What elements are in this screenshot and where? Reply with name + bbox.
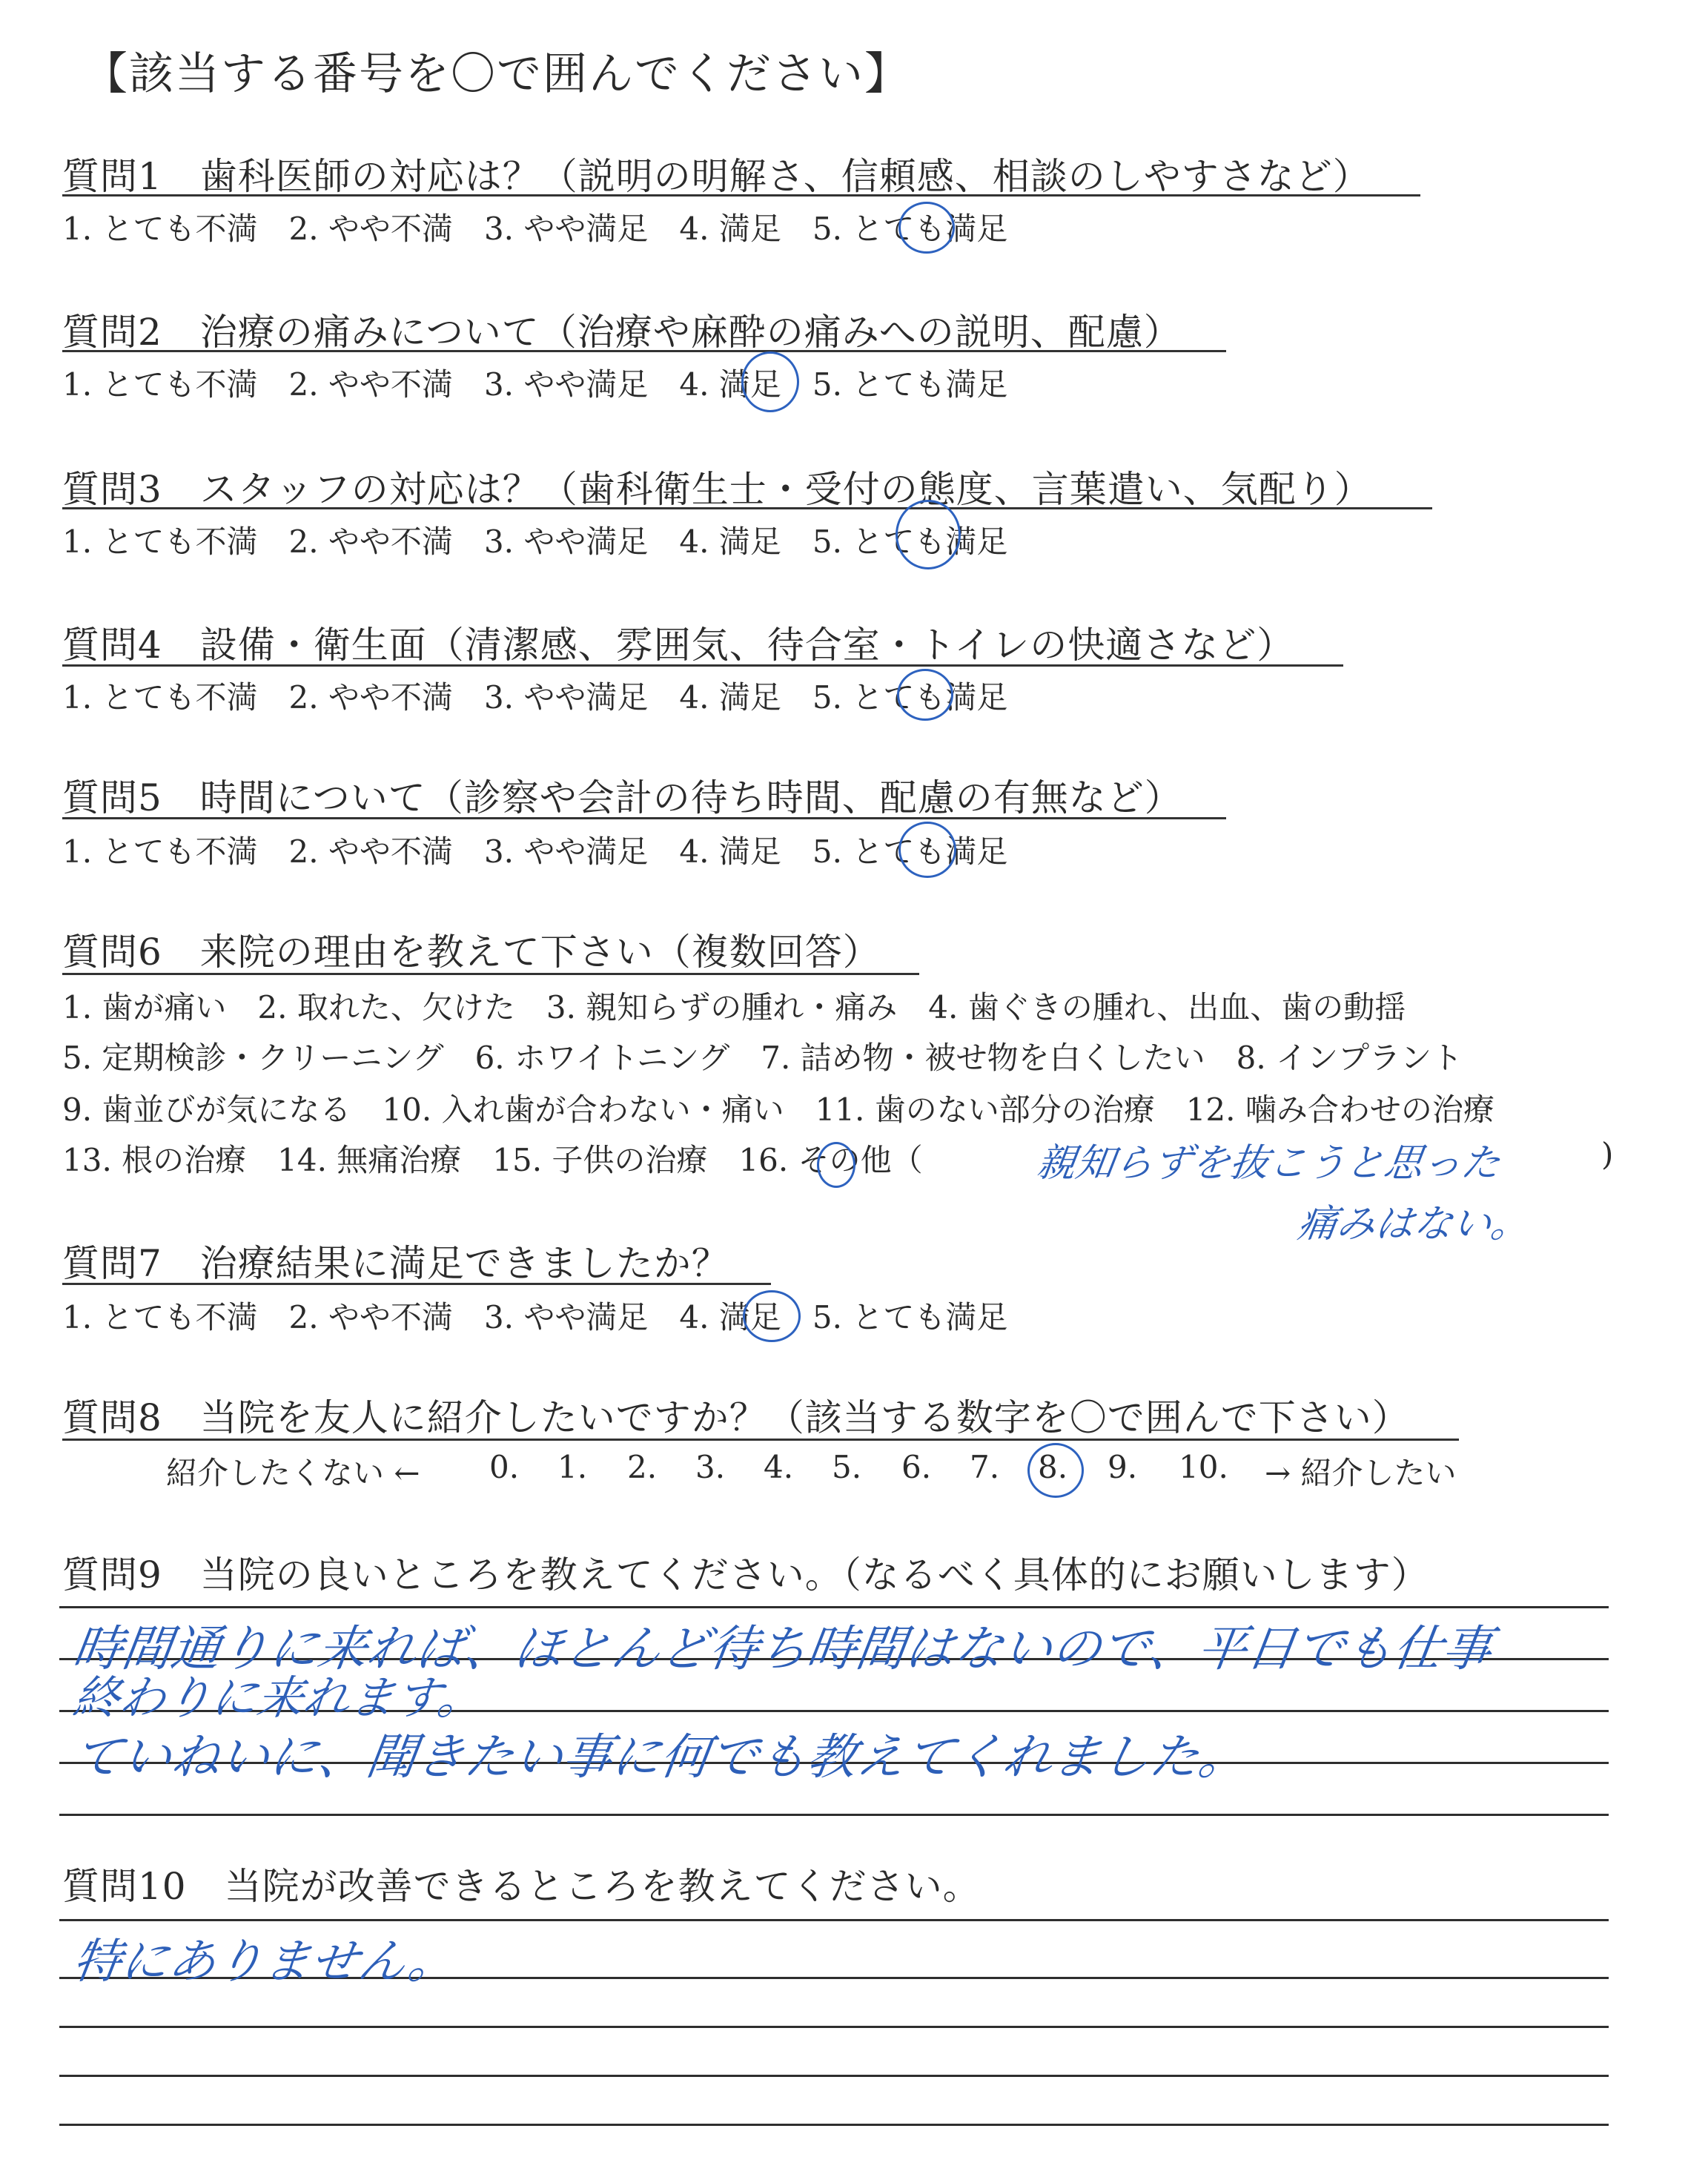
option-3-label[interactable]: やや満足 (523, 366, 649, 403)
answer-circle-q3 (896, 500, 961, 569)
question-9-heading: 質問9 当院の良いところを教えてください。（なるべく具体的にお願いします） (62, 1553, 1429, 1596)
option-2-num[interactable]: 2. (288, 1299, 319, 1335)
question-7-underline (62, 1283, 771, 1285)
answer-circle-q8 (1027, 1443, 1084, 1498)
option-1-label[interactable]: とても不満 (102, 679, 258, 716)
option-4-num[interactable]: 4. (679, 366, 709, 403)
q9-answer-line-1: 時間通りに来れば、ほとんど待ち時間はないので、平日でも仕事 (69, 1620, 1496, 1677)
q9-answer-line-2: 終わりに来れます。 (70, 1671, 488, 1725)
q8-num-4[interactable]: 4. (764, 1449, 794, 1485)
option-5-num[interactable]: 5. (812, 524, 842, 560)
option-5-label[interactable]: とても満足 (852, 833, 1008, 870)
answer-line (59, 2075, 1609, 2077)
option-3-num[interactable]: 3. (483, 833, 514, 870)
option-1-label[interactable]: とても不満 (102, 366, 258, 403)
q8-left-label: 紹介したくない ← (166, 1455, 420, 1491)
question-3-heading: 質問3 スタッフの対応は？（歯科衛生士・受付の態度、言葉遣い、気配り） (62, 468, 1372, 511)
question-6-heading: 質問6 来院の理由を教えて下さい（複数回答） (62, 931, 881, 974)
handwritten-other-reason: 親知らずを抜こうと思った (1034, 1141, 1503, 1186)
reasons-row-2[interactable]: 5. 定期検診・クリーニング 6. ホワイトニング 7. 詰め物・被せ物を白くしたい 8. インプラント (62, 1040, 1463, 1076)
answer-line (59, 2026, 1609, 2028)
option-3-num[interactable]: 3. (483, 211, 514, 247)
option-4-label[interactable]: 満足 (718, 366, 781, 403)
option-1-label[interactable]: とても不満 (102, 524, 258, 560)
option-3-num[interactable]: 3. (483, 1299, 514, 1335)
q8-num-8[interactable]: 8. (1038, 1449, 1068, 1485)
option-2-num[interactable]: 2. (288, 211, 319, 247)
q8-num-3[interactable]: 3. (695, 1449, 726, 1485)
option-4-num[interactable]: 4. (679, 1299, 709, 1335)
reasons-row-4-items[interactable]: 13. 根の治療 14. 無痛治療 15. 子供の治療 (62, 1142, 708, 1178)
answer-circle-q6 (817, 1142, 855, 1188)
answer-line (59, 1814, 1609, 1816)
q8-num-7[interactable]: 7. (970, 1449, 1000, 1485)
answer-circle-q7 (743, 1290, 801, 1342)
option-4-num[interactable]: 4. (679, 211, 709, 247)
option-4-label[interactable]: 満足 (718, 679, 781, 716)
q8-num-6[interactable]: 6. (901, 1449, 932, 1485)
option-5-num[interactable]: 5. (812, 366, 842, 403)
option-5-num[interactable]: 5. (812, 679, 842, 716)
option-1-label[interactable]: とても不満 (102, 1299, 258, 1335)
handwritten-other-reason-2: 痛みはない。 (1295, 1202, 1533, 1246)
q8-right-label: → 紹介したい (1265, 1455, 1457, 1491)
page-title: 【該当する番号を〇で囲んでください】 (83, 48, 910, 100)
reasons-row-3[interactable]: 9. 歯並びが気になる 10. 入れ歯が合わない・痛い 11. 歯のない部分の治療 12. 噛み合わせの治療 (62, 1091, 1494, 1128)
option-5-label[interactable]: とても満足 (852, 524, 1008, 560)
option-5-label[interactable]: とても満足 (852, 366, 1008, 403)
answer-circle-q4 (897, 669, 953, 721)
option-5-label[interactable]: とても満足 (852, 211, 1008, 247)
reasons-row-1[interactable]: 1. 歯が痛い 2. 取れた、欠けた 3. 親知らずの腫れ・痛み 4. 歯ぐきの腫れ、出血、歯の動揺 (62, 989, 1406, 1025)
option-3-label[interactable]: やや満足 (523, 211, 649, 247)
option-5-num[interactable]: 5. (812, 211, 842, 247)
answer-circle-q2 (741, 351, 799, 412)
question-2-options (62, 360, 1007, 405)
question-1-options (62, 205, 1007, 249)
reason-16-num[interactable]: 16. (738, 1142, 789, 1178)
option-4-label[interactable]: 満足 (718, 211, 781, 247)
question-5-options (62, 828, 1007, 872)
option-3-label[interactable]: やや満足 (523, 679, 649, 716)
question-7-options (62, 1293, 1007, 1338)
option-2-label[interactable]: やや不満 (328, 211, 453, 247)
answer-line (59, 1919, 1609, 1921)
option-3-num[interactable]: 3. (483, 366, 514, 403)
option-1-num[interactable]: 1. (62, 1299, 93, 1335)
option-4-label[interactable]: 満足 (718, 524, 781, 560)
option-2-label[interactable]: やや不満 (328, 524, 453, 560)
option-5-label[interactable]: とても満足 (852, 679, 1008, 716)
option-5-num[interactable]: 5. (812, 1299, 842, 1335)
question-1-underline (62, 194, 1420, 196)
option-5-num[interactable]: 5. (812, 833, 842, 870)
option-2-num[interactable]: 2. (288, 524, 319, 560)
question-6-underline (62, 973, 919, 975)
question-4-heading: 質問4 設備・衛生面（清潔感、雰囲気、待合室・トイレの快適さなど） (62, 624, 1295, 667)
q8-num-2[interactable]: 2. (627, 1449, 658, 1485)
question-10-heading: 質問10 当院が改善できるところを教えてください。 (62, 1865, 981, 1908)
question-8-underline (62, 1439, 1459, 1441)
option-3-num[interactable]: 3. (483, 679, 514, 716)
q8-num-1[interactable]: 1. (557, 1449, 588, 1485)
option-2-num[interactable]: 2. (288, 366, 319, 403)
option-3-label[interactable]: やや満足 (523, 1299, 649, 1335)
question-7-heading: 質問7 治療結果に満足できましたか？ (62, 1242, 729, 1285)
option-4-label[interactable]: 満足 (718, 833, 781, 870)
q8-num-10[interactable]: 10. (1179, 1449, 1228, 1485)
option-2-num[interactable]: 2. (288, 679, 319, 716)
question-2-heading: 質問2 治療の痛みについて（治療や麻酔の痛みへの説明、配慮） (62, 311, 1182, 354)
option-1-label[interactable]: とても不満 (102, 211, 258, 247)
option-1-label[interactable]: とても不満 (102, 833, 258, 870)
q8-num-9[interactable]: 9. (1108, 1449, 1138, 1485)
answer-line (59, 1606, 1609, 1608)
answer-circle-q5 (898, 822, 956, 878)
option-1-num[interactable]: 1. (62, 833, 93, 870)
question-8-heading: 質問8 当院を友人に紹介したいですか？（該当する数字を〇で囲んで下さい） (62, 1396, 1410, 1439)
question-3-underline (62, 507, 1432, 509)
q10-answer-line-1: 特にありません。 (69, 1935, 460, 1989)
option-4-num[interactable]: 4. (679, 524, 709, 560)
reasons-row-4 (62, 1136, 923, 1180)
question-5-heading: 質問5 時間について（診察や会計の待ち時間、配慮の有無など） (62, 776, 1182, 819)
option-4-num[interactable]: 4. (679, 679, 709, 716)
option-2-num[interactable]: 2. (288, 833, 319, 870)
option-1-num[interactable]: 1. (62, 679, 93, 716)
option-2-label[interactable]: やや不満 (328, 833, 453, 870)
reason-other-label: その他（ (798, 1142, 923, 1178)
answer-line (59, 2124, 1609, 2126)
question-4-options (62, 673, 1007, 718)
question-5-underline (62, 817, 1226, 819)
q8-num-0[interactable]: 0. (489, 1449, 520, 1485)
option-1-num[interactable]: 1. (62, 366, 93, 403)
option-2-label[interactable]: やや不満 (328, 366, 453, 403)
option-3-label[interactable]: やや満足 (523, 524, 649, 560)
question-1-heading: 質問1 歯科医師の対応は？（説明の明解さ、信頼感、相談のしやすさなど） (62, 155, 1371, 198)
option-3-label[interactable]: やや満足 (523, 833, 649, 870)
reason-other-close-paren: ) (1601, 1136, 1614, 1172)
answer-circle-q1 (898, 202, 955, 254)
question-4-underline (62, 664, 1343, 667)
option-3-num[interactable]: 3. (483, 524, 514, 560)
option-4-num[interactable]: 4. (679, 833, 709, 870)
question-2-underline (62, 350, 1226, 352)
q8-num-5[interactable]: 5. (832, 1449, 862, 1485)
option-5-label[interactable]: とても満足 (852, 1299, 1008, 1335)
option-1-num[interactable]: 1. (62, 524, 93, 560)
option-2-label[interactable]: やや不満 (328, 1299, 453, 1335)
option-4-label[interactable]: 満足 (718, 1299, 781, 1335)
option-2-label[interactable]: やや不満 (328, 679, 453, 716)
option-1-num[interactable]: 1. (62, 211, 93, 247)
q9-answer-line-3: ていねいに、聞きたい事に何でも教えてくれました。 (69, 1728, 1252, 1786)
question-3-options (62, 518, 1007, 562)
